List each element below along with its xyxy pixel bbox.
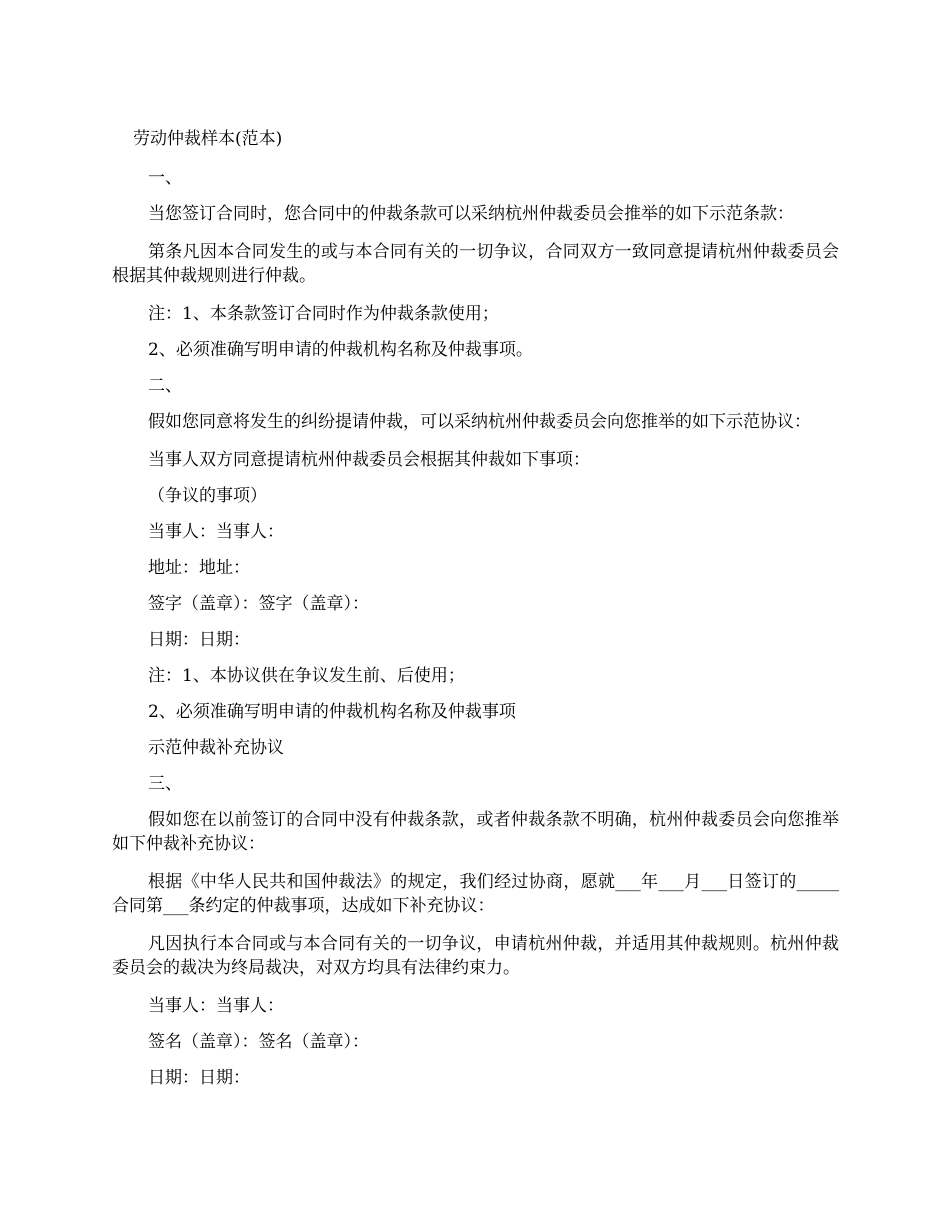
paragraph: （争议的事项） [148,486,267,506]
subheading: 示范仲裁补充协议 [148,738,284,758]
paragraph: 假如您在以前签订的合同中没有仲裁条款，或者仲裁条款不明确，杭州仲裁委员会向您推举如下仲裁补充协议： [112,810,839,854]
paragraph: 第条凡因本合同发生的或与本合同有关的一切争议，合同双方一致同意提请杭州仲裁委员会根据其仲裁规则进行仲裁。 [112,242,839,286]
note: 注：1、本协议供在争议发生前、后使用； [148,666,465,686]
signature-line: 签名（盖章）：签名（盖章）： [148,1032,369,1052]
note: 注：1、本条款签订合同时作为仲裁条款使用； [148,304,499,324]
document-body [112,166,839,1102]
party-line: 当事人：当事人： [148,522,284,542]
signature-line: 签字（盖章）：签字（盖章）： [148,594,369,614]
paragraph: 凡因执行本合同或与本合同有关的一切争议，申请杭州仲裁，并适用其仲裁规则。杭州仲裁委员会的裁决为终局裁决，对双方均具有法律约束力。 [112,934,839,978]
section-heading-2: 二、 [148,376,182,396]
date-line: 日期：日期： [148,630,250,650]
paragraph: 当事人双方同意提请杭州仲裁委员会根据其仲裁如下事项： [148,450,590,470]
party-line: 当事人：当事人： [148,996,284,1016]
date-line: 日期：日期： [148,1068,250,1088]
note: 2、必须准确写明申请的仲裁机构名称及仲裁事项。 [148,340,533,360]
document-title: 劳动仲裁样本(范本) [133,129,283,149]
paragraph: 当您签订合同时，您合同中的仲裁条款可以采纳杭州仲裁委员会推举的如下示范条款： [148,204,794,224]
section-heading-1: 一、 [148,168,182,188]
address-line: 地址：地址： [148,558,250,578]
paragraph: 根据《中华人民共和国仲裁法》的规定，我们经过协商，愿就___年___月___日签订的_____合同第___条约定的仲裁事项，达成如下补充协议： [112,872,839,916]
section-heading-3: 三、 [148,774,182,794]
paragraph: 假如您同意将发生的纠纷提请仲裁，可以采纳杭州仲裁委员会向您推举的如下示范协议： [148,412,811,432]
note: 2、必须准确写明申请的仲裁机构名称及仲裁事项 [148,702,516,722]
